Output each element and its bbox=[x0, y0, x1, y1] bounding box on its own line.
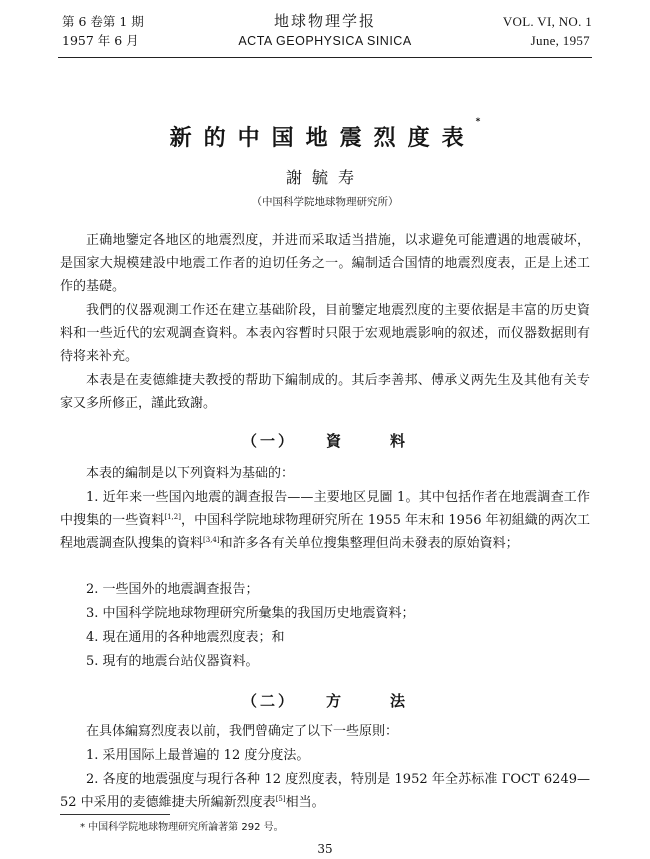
intro-paragraph-3: 本表是在麦德維捷夫教授的帮助下編制成的。其后李善邦、傅承义两先生及其他有关专家又多所修正，謹此致謝。 bbox=[60, 373, 590, 411]
section-title-char-1: 資 bbox=[325, 432, 344, 450]
section-title-char-2: 法 bbox=[390, 692, 409, 710]
section-number: （二） bbox=[241, 692, 296, 710]
volume-issue-cn: 第 6 卷第 1 期 bbox=[62, 14, 144, 29]
materials-item-3: 3. 中国科学院地球物理研究所彙集的我国历史地震資料； bbox=[86, 606, 415, 621]
item-text: 相当。 bbox=[285, 795, 325, 810]
materials-item-1 bbox=[60, 486, 590, 555]
method-item-1: 1. 采用国际上最普遍的 12 度分度法。 bbox=[86, 748, 310, 763]
section-heading-method bbox=[0, 690, 650, 711]
citation: [1,2] bbox=[164, 513, 181, 521]
section-heading-materials bbox=[0, 430, 650, 451]
date-cn: 1957 年 6 月 bbox=[62, 33, 139, 48]
materials-lead: 本表的編制是以下列資料为基础的： bbox=[86, 466, 295, 481]
item-text: 和許多各有关单位搜集整理但尚未發表的原始資料； bbox=[219, 536, 519, 551]
item-text: 1. 近年来一些国內地震的調查报告——主要地区見圖 1。其中包括作者在地震調查工作中搜集的一些資料 bbox=[60, 490, 590, 528]
issue-info-en bbox=[503, 12, 592, 50]
article-title bbox=[0, 117, 650, 152]
method-item-2 bbox=[60, 768, 590, 814]
header-rule bbox=[58, 57, 592, 58]
author-affiliation: （中国科学院地球物理研究所） bbox=[251, 196, 399, 208]
date-en: June, 1957 bbox=[530, 33, 590, 48]
intro-paragraph-2: 我們的仪器观測工作还在建立基础阶段，目前鑒定地震烈度的主要依据是丰富的历史資料和一些近代的宏观調查資料。本表內容暫时只限于宏观地震影响的叙述，而仪器数据則有待将来补充。 bbox=[60, 303, 590, 364]
title-footnote-mark: * bbox=[475, 117, 481, 127]
citation: [5] bbox=[275, 795, 286, 803]
item-text: ，中国科学院地球物理研究所在 1955 年末和 1956 年初組織的两次工程地震調查队搜集的資料 bbox=[60, 513, 590, 551]
materials-item-2: 2. 一些国外的地震調查报告； bbox=[86, 582, 259, 597]
method-lead: 在具体編寫烈度表以前，我們曾确定了以下一些原則： bbox=[86, 724, 399, 739]
author-name: 謝毓寿 bbox=[285, 168, 364, 187]
volume-issue-en: VOL. VI, NO. 1 bbox=[502, 14, 592, 29]
materials-item-5: 5. 現有的地震台站仪器資料。 bbox=[86, 654, 259, 669]
page-number: 35 bbox=[317, 842, 333, 856]
journal-name-en: ACTA GEOPHYSICA SINICA bbox=[238, 34, 412, 48]
citation: [3,4] bbox=[203, 536, 220, 544]
article-title-text: 新的中国地震烈度表 bbox=[169, 126, 476, 151]
intro-paragraph-1: 正确地鑒定各地区的地震烈度，并进而采取适当措施，以求避免可能遭遇的地震破坏，是国家大規模建設中地震工作者的迫切任务之一。編制适合国情的地震烈度表，正是上述工作的基礎。 bbox=[60, 233, 590, 294]
journal-name-cn: 地球物理学报 bbox=[273, 12, 376, 30]
journal-masthead bbox=[58, 10, 592, 58]
item-text: 2. 各度的地震强度与現行各种 12 度烈度表，特別是 1952 年全苏标准 ГОСТ 6249—52 中采用的麦德維捷夫所編新烈度表 bbox=[60, 772, 590, 810]
section-title-char-2: 料 bbox=[390, 432, 409, 450]
footnote-rule bbox=[60, 814, 170, 815]
footnote: * 中国科学院地球物理研究所論著第 292 号。 bbox=[80, 822, 284, 833]
materials-item-4: 4. 現在通用的各种地震烈度表；和 bbox=[86, 630, 285, 645]
section-title-char-1: 方 bbox=[325, 692, 344, 710]
section-number: （一） bbox=[241, 432, 296, 450]
